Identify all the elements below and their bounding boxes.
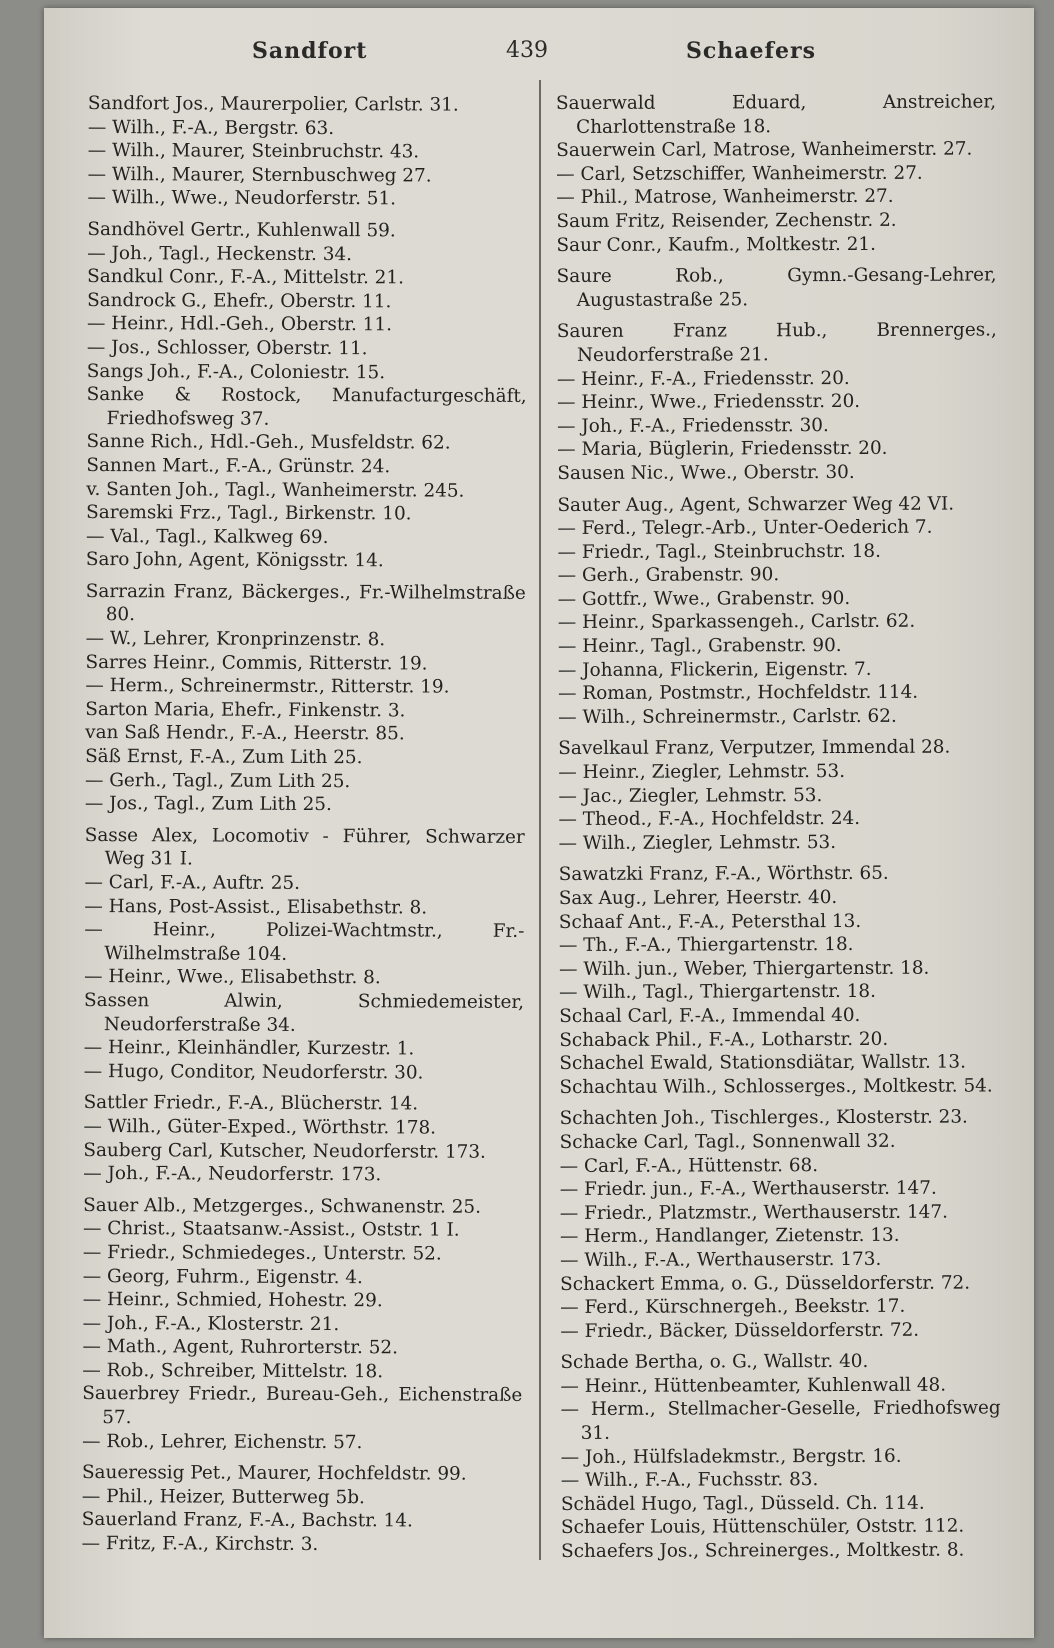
directory-entry: — Th., F.-A., Thiergartenstr. 18. xyxy=(558,934,854,957)
directory-entry: — Friedr., Bäcker, Düsseldorferstr. 72. xyxy=(560,1319,920,1342)
directory-entry: — Wilh., F.-A., Fuchsstr. 83. xyxy=(560,1469,819,1492)
directory-entry: — Ferd., Kürschnergeh., Beekstr. 17. xyxy=(560,1295,906,1319)
directory-entry: Sanke & Rostock, Manufacturgeschäft, Friedhofsweg 37. xyxy=(86,384,527,430)
directory-entry: Sasse Alex, Locomotiv - Führer, Schwarzer Weg 31 I. xyxy=(84,824,525,870)
directory-entry: Sandrock G., Ehefr., Oberstr. 11. xyxy=(87,289,392,313)
directory-entry: Saro John, Agent, Königsstr. 14. xyxy=(85,549,384,572)
right-column xyxy=(556,90,1001,1563)
directory-entry: Schade Bertha, o. G., Wallstr. 40. xyxy=(560,1351,869,1374)
directory-entry: Sauerbrey Friedr., Bureau-Geh., Eichenstraße 57. xyxy=(82,1383,523,1429)
directory-entry: v. Santen Joh., Tagl., Wanheimerstr. 245. xyxy=(86,478,465,502)
directory-entry: Schachtau Wilh., Schlosserges., Moltkestr. 54. xyxy=(559,1075,993,1098)
directory-entry: — Friedr., Platzmstr., Werthauserstr. 147. xyxy=(559,1201,948,1224)
directory-entry: — Friedr., Schmiedeges., Unterstr. 52. xyxy=(82,1241,442,1265)
directory-entry: — Theod., F.-A., Hochfeldstr. 24. xyxy=(558,808,861,831)
directory-entry: Schaback Phil., F.-A., Lotharstr. 20. xyxy=(559,1028,889,1051)
directory-entry: Sausen Nic., Wwe., Oberstr. 30. xyxy=(557,461,855,484)
directory-entry: Saum Fritz, Reisender, Zechenstr. 2. xyxy=(556,209,897,232)
directory-entry: Sauter Aug., Agent, Schwarzer Weg 42 VI. xyxy=(557,493,955,516)
directory-entry: — Carl, F.-A., Hüttenstr. 68. xyxy=(559,1154,819,1177)
directory-entry: — Joh., F.-A., Klosterstr. 21. xyxy=(82,1312,340,1335)
directory-entry: Sauerwein Carl, Matrose, Wanheimerstr. 27. xyxy=(556,138,973,162)
directory-entry: — Wilh., Maurer, Sternbuschweg 27. xyxy=(87,163,432,187)
directory-entry: Säß Ernst, F.-A., Zum Lith 25. xyxy=(85,746,363,769)
directory-entry: Sauerland Franz, F.-A., Bachstr. 14. xyxy=(81,1509,413,1532)
directory-entry: — Wilh. jun., Weber, Thiergartenstr. 18. xyxy=(559,957,930,980)
directory-entry: — Wilh., Ziegler, Lehmstr. 53. xyxy=(558,831,837,854)
directory-entry: — W., Lehrer, Kronprinzenstr. 8. xyxy=(85,628,386,651)
directory-entry: — Wilh., F.-A., Bergstr. 63. xyxy=(87,116,335,139)
directory-entry: — Heinr., Hüttenbeamter, Kuhlenwall 48. xyxy=(560,1374,947,1397)
left-column xyxy=(82,92,528,1558)
directory-entry: — Hans, Post-Assist., Elisabethstr. 8. xyxy=(84,895,428,919)
directory-entry: Sandkul Conr., F.-A., Mittelstr. 21. xyxy=(87,266,405,289)
directory-entry: Sarres Heinr., Commis, Ritterstr. 19. xyxy=(85,651,428,675)
directory-entry: — Johanna, Flickerin, Eigenstr. 7. xyxy=(557,658,872,681)
directory-entry: — Heinr., Kleinhändler, Kurzestr. 1. xyxy=(83,1037,415,1060)
directory-entry: Sarton Maria, Ehefr., Finkenstr. 3. xyxy=(85,698,406,722)
directory-entry: — Rob., Schreiber, Mittelstr. 18. xyxy=(82,1359,384,1383)
directory-entry: — Wilh., Wwe., Neudorferstr. 51. xyxy=(87,187,397,210)
directory-entry: — Christ., Staatsanw.-Assist., Oststr. 1 I. xyxy=(82,1218,460,1241)
directory-entry: Sauberg Carl, Kutscher, Neudorferstr. 173. xyxy=(83,1139,486,1163)
directory-entry: — Heinr., Ziegler, Lehmstr. 53. xyxy=(558,761,846,784)
directory-entry: Sauer Alb., Metzgerges., Schwanenstr. 25. xyxy=(83,1194,482,1218)
directory-entry: Sax Aug., Lehrer, Heerstr. 40. xyxy=(558,887,838,909)
directory-entry: — Val., Tagl., Kalkweg 69. xyxy=(86,525,329,548)
directory-entry: Saure Rob., Gymn.-Gesang-Lehrer, Augustastraße 25. xyxy=(556,264,997,311)
header-right-word: Schaefers xyxy=(686,38,816,64)
directory-entry: — Gerh., Grabenstr. 90. xyxy=(557,564,780,587)
directory-entry: — Fritz, F.-A., Kirchstr. 3. xyxy=(81,1533,319,1556)
directory-entry: — Heinr., Wwe., Friedensstr. 20. xyxy=(557,391,861,414)
directory-entry: Sandhövel Gertr., Kuhlenwall 59. xyxy=(87,218,396,242)
header-left-word: Sandfort xyxy=(252,38,368,64)
directory-entry: — Wilh., Güter-Exped., Wörthstr. 178. xyxy=(83,1115,437,1139)
directory-entry: Saur Conr., Kaufm., Moltkestr. 21. xyxy=(556,233,876,256)
column-divider xyxy=(539,80,541,1560)
directory-entry: — Herm., Schreinermstr., Ritterstr. 19. xyxy=(85,675,450,698)
directory-entry: Saueressig Pet., Maurer, Hochfeldstr. 99. xyxy=(81,1462,467,1485)
directory-entry: Sanne Rich., Hdl.-Geh., Musfeldstr. 62. xyxy=(86,431,451,454)
directory-entry: Schackert Emma, o. G., Düsseldorferstr. 72. xyxy=(560,1272,971,1295)
directory-entry: van Saß Hendr., F.-A., Heerstr. 85. xyxy=(85,722,405,745)
directory-entry: — Phil., Heizer, Butterweg 5b. xyxy=(81,1485,365,1509)
directory-entry: Schaaf Ant., F.-A., Petersthal 13. xyxy=(558,910,862,933)
page-number: 439 xyxy=(506,38,548,63)
directory-entry: Sattler Friedr., F.-A., Blücherstr. 14. xyxy=(83,1092,419,1115)
directory-entry: — Joh., Hülfsladekmstr., Bergstr. 16. xyxy=(560,1445,902,1468)
directory-entry: — Friedr. jun., F.-A., Werthauserstr. 147. xyxy=(559,1177,937,1201)
directory-entry: — Carl, Setzschiffer, Wanheimerstr. 27. xyxy=(556,162,923,185)
directory-entry: — Gerh., Tagl., Zum Lith 25. xyxy=(84,769,351,792)
directory-entry: — Heinr., Hdl.-Geh., Oberstr. 11. xyxy=(86,313,393,336)
directory-entry: — Herm., Handlanger, Zietenstr. 13. xyxy=(559,1225,900,1248)
directory-entry: Saremski Frz., Tagl., Birkenstr. 10. xyxy=(86,502,412,525)
directory-entry: — Wilh., Maurer, Steinbruchstr. 43. xyxy=(87,140,420,163)
directory-entry: Schacke Carl, Tagl., Sonnenwall 32. xyxy=(559,1130,896,1153)
directory-entry: Sangs Joh., F.-A., Coloniestr. 15. xyxy=(86,360,386,383)
directory-entry: — Heinr., Sparkassengeh., Carlstr. 62. xyxy=(557,611,916,634)
directory-entry: — Jac., Ziegler, Lehmstr. 53. xyxy=(558,784,823,807)
directory-entry: Sauerwald Eduard, Anstreicher, Charlottenstraße 18. xyxy=(556,91,997,138)
directory-entry: Schachten Joh., Tischlerges., Klosterstr. 23. xyxy=(559,1106,968,1130)
directory-entry: — Heinr., Wwe., Elisabethstr. 8. xyxy=(84,966,381,989)
directory-entry: Schaal Carl, F.-A., Immendal 40. xyxy=(559,1004,861,1027)
directory-page xyxy=(44,8,1034,1638)
directory-entry: — Wilh., Tagl., Thiergartenstr. 18. xyxy=(559,981,876,1004)
directory-entry: — Jos., Schlosser, Oberstr. 11. xyxy=(86,336,368,360)
directory-entry: — Carl, F.-A., Auftr. 25. xyxy=(84,871,301,894)
directory-entry: — Friedr., Tagl., Steinbruchstr. 18. xyxy=(557,540,881,563)
directory-entry: — Gottfr., Wwe., Grabenstr. 90. xyxy=(557,587,851,610)
directory-entry: Schachel Ewald, Stationsdiätar, Wallstr. 13. xyxy=(559,1051,966,1075)
directory-entry: — Heinr., Polizei-Wachtmstr., Fr.-Wilhelmstraße 104. xyxy=(84,919,525,965)
directory-entry: — Wilh., Schreinermstr., Carlstr. 62. xyxy=(558,705,897,728)
directory-entry: — Phil., Matrose, Wanheimerstr. 27. xyxy=(556,186,894,209)
directory-entry: — Rob., Lehrer, Eichenstr. 57. xyxy=(82,1430,363,1453)
directory-entry: — Jos., Tagl., Zum Lith 25. xyxy=(84,793,332,816)
directory-entry: Sauren Franz Hub., Brennerges., Neudorferstraße 21. xyxy=(556,319,997,366)
directory-entry: Sannen Mart., F.-A., Grünstr. 24. xyxy=(86,454,391,478)
directory-entry: — Ferd., Telegr.-Arb., Unter-Oederich 7. xyxy=(557,516,933,540)
directory-entry: — Joh., F.-A., Neudorferstr. 173. xyxy=(83,1163,382,1186)
directory-entry: Schaefers Jos., Schreinerges., Moltkestr. 8. xyxy=(561,1539,965,1563)
directory-entry: — Wilh., F.-A., Werthauserstr. 173. xyxy=(560,1248,882,1271)
directory-entry: — Heinr., Schmied, Hohestr. 29. xyxy=(82,1289,383,1312)
directory-entry: Schaefer Louis, Hüttenschüler, Oststr. 112. xyxy=(560,1516,965,1539)
directory-entry: — Herm., Stellmacher-Geselle, Friedhofsweg 31. xyxy=(560,1397,1001,1444)
directory-entry: — Roman, Postmstr., Hochfeldstr. 114. xyxy=(558,681,919,705)
directory-entry: — Joh., Tagl., Heckenstr. 34. xyxy=(87,242,353,265)
directory-entry: Sandfort Jos., Maurerpolier, Carlstr. 31. xyxy=(87,92,459,116)
directory-entry: Schädel Hugo, Tagl., Düsseld. Ch. 114. xyxy=(560,1492,925,1515)
directory-entry: — Heinr., Tagl., Grabenstr. 90. xyxy=(557,635,842,658)
directory-entry: Sawatzki Franz, F.-A., Wörthstr. 65. xyxy=(558,863,889,886)
directory-entry: Sassen Alwin, Schmiedemeister, Neudorferstraße 34. xyxy=(83,989,525,1036)
directory-entry: — Math., Agent, Ruhrorterstr. 52. xyxy=(82,1336,399,1359)
directory-entry: — Heinr., F.-A., Friedensstr. 20. xyxy=(556,367,850,390)
directory-entry: Sarrazin Franz, Bäckerges., Fr.-Wilhelmstraße 80. xyxy=(85,580,526,626)
directory-entry: Savelkaul Franz, Verputzer, Immendal 28. xyxy=(558,737,951,760)
directory-entry: — Hugo, Conditor, Neudorferstr. 30. xyxy=(83,1060,424,1084)
directory-entry: — Joh., F.-A., Friedensstr. 30. xyxy=(557,414,829,437)
directory-entry: — Georg, Fuhrm., Eigenstr. 4. xyxy=(82,1265,363,1288)
directory-entry: — Maria, Büglerin, Friedensstr. 20. xyxy=(557,438,888,461)
